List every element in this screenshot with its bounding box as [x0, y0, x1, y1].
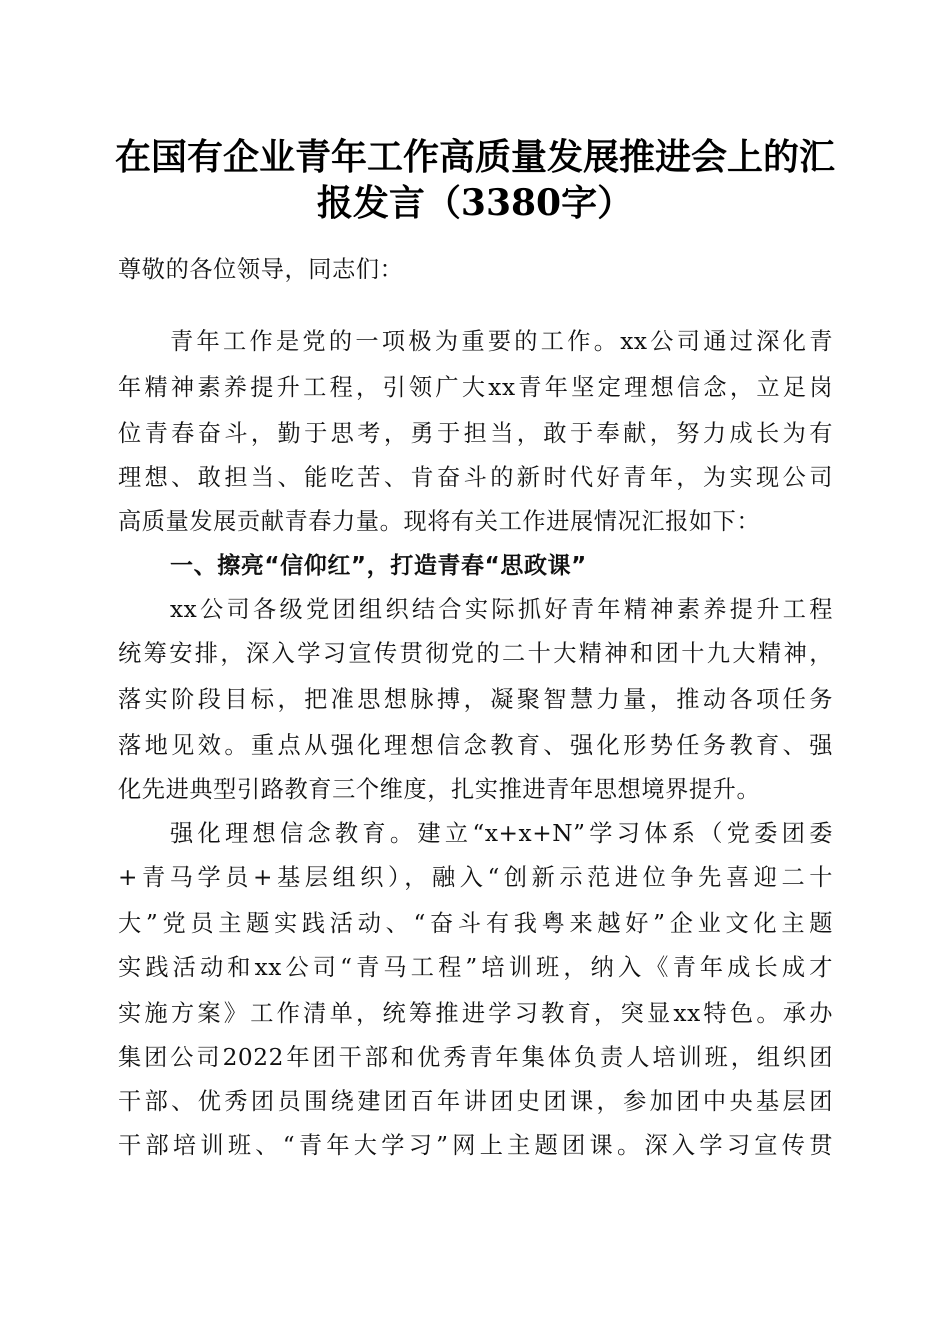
body-line: 理想、敢担当、能吃苦、肯奋斗的新时代好青年，为实现公司 — [118, 464, 833, 491]
salutation: 尊敬的各位领导，同志们： — [118, 256, 404, 283]
body-line: 集团公司2022年团干部和优秀青年集体负责人培训班，组织团 — [118, 1044, 833, 1071]
body-line: +青马学员+基层组织），融入“创新示范进位争先喜迎二十 — [118, 864, 833, 891]
body-line: 实践活动和xx公司“青马工程”培训班，纳入《青年成长成才 — [118, 954, 833, 981]
body-line: 强化理想信念教育。建立“x+x+N”学习体系（党委团委 — [170, 820, 833, 847]
body-line: 落实阶段目标，把准思想脉搏，凝聚智慧力量，推动各项任务 — [118, 686, 833, 713]
body-line: 化先进典型引路教育三个维度，扎实推进青年思想境界提升。 — [118, 776, 761, 803]
body-line: xx公司各级党团组织结合实际抓好青年精神素养提升工程 — [170, 596, 833, 623]
body-line: 高质量发展贡献青春力量。现将有关工作进展情况汇报如下： — [118, 508, 761, 535]
body-line: 干部培训班、“青年大学习”网上主题团课。深入学习宣传贯 — [118, 1132, 833, 1159]
body-line: 统筹安排，深入学习宣传贯彻党的二十大精神和团十九大精神， — [118, 640, 833, 667]
body-line: 落地见效。重点从强化理想信念教育、强化形势任务教育、强 — [118, 732, 833, 759]
document-title-line-2: 报发言（3380字） — [316, 182, 634, 224]
body-line: 实施方案》工作清单，统筹推进学习教育，突显xx特色。承办 — [118, 1000, 833, 1027]
document-title-line-1: 在国有企业青年工作高质量发展推进会上的汇 — [114, 136, 835, 178]
body-line: 位青春奋斗，勤于思考，勇于担当，敢于奉献，努力成长为有 — [118, 420, 833, 447]
body-line: 大”党员主题实践活动、“奋斗有我粤来越好”企业文化主题 — [118, 910, 833, 937]
body-line: 青年工作是党的一项极为重要的工作。xx公司通过深化青 — [170, 328, 833, 355]
body-line: 年精神素养提升工程，引领广大xx青年坚定理想信念，立足岗 — [118, 374, 833, 401]
body-line: 干部、优秀团员围绕建团百年讲团史团课，参加团中央基层团 — [118, 1088, 833, 1115]
section-heading: 一、擦亮“信仰红”，打造青春“思政课” — [170, 553, 587, 579]
